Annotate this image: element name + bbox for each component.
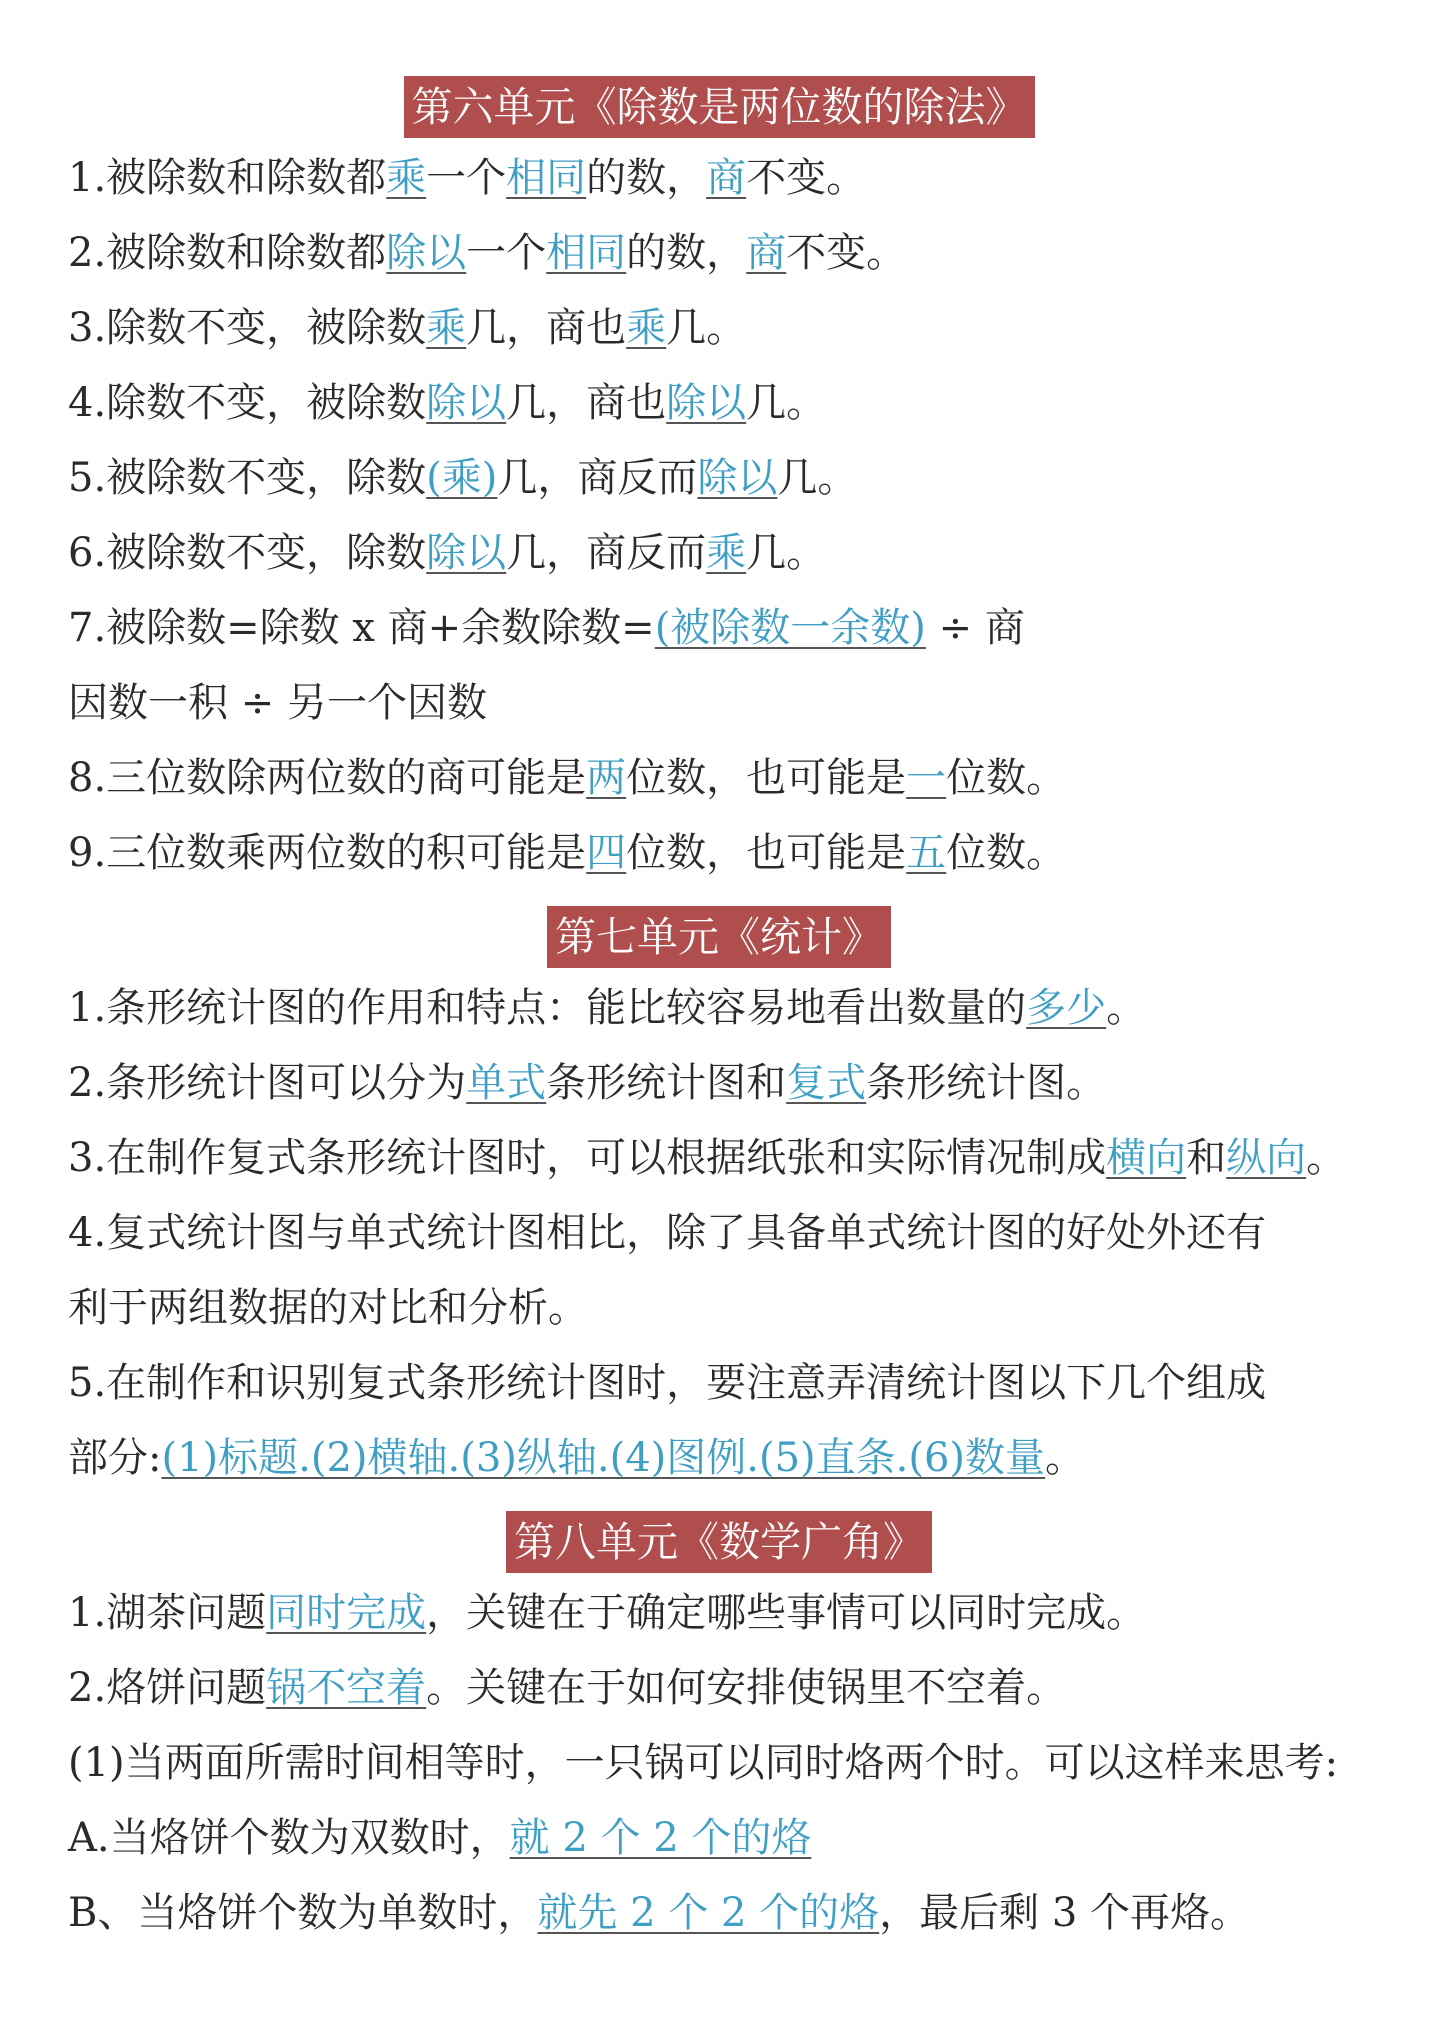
body-text: 4.除数不变，被除数 (68, 380, 427, 426)
answer-text: 纵向 (1226, 1135, 1307, 1181)
answer-text: (1)标题.(2)横轴.(3)纵轴.(4)图例.(5)直条.(6)数量 (161, 1435, 1046, 1481)
text-line (68, 1430, 1085, 1486)
body-text: 几，商反而 (506, 530, 707, 576)
answer-text: 一 (906, 755, 947, 801)
body-text: 几。 (746, 530, 827, 576)
answer-text: 除以 (697, 455, 778, 501)
body-text: 2.被除数和除数都 (68, 230, 387, 276)
text-line (68, 1660, 1066, 1716)
text-line (68, 600, 1025, 656)
text-line (68, 1585, 1146, 1641)
body-text: B、当烙饼个数为单数时， (68, 1890, 538, 1936)
answer-text: 多少 (1026, 985, 1107, 1031)
body-text: 几，商也 (506, 380, 667, 426)
body-text: 8.三位数除两位数的商可能是 (68, 755, 587, 801)
text-line (68, 300, 746, 356)
answer-text: 除以 (426, 530, 507, 576)
answer-text: 乘 (706, 530, 747, 576)
text-line (68, 1055, 1106, 1111)
section-title-unit-8: 第八单元《数学广角》 (506, 1511, 932, 1573)
answer-text: 五 (906, 830, 947, 876)
answer-text: 除以 (666, 380, 747, 426)
body-text: 6.被除数不变，除数 (68, 530, 427, 576)
body-text: 。关键在于如何安排使锅里不空着。 (426, 1665, 1067, 1711)
body-text: 几，商也 (466, 305, 627, 351)
section-header-wrap (0, 76, 1438, 138)
text-line (68, 1355, 1266, 1411)
body-text: 1.被除数和除数都 (68, 155, 387, 201)
text-line (68, 225, 906, 281)
text-line (68, 675, 487, 731)
text-line (68, 825, 1066, 881)
body-text: 2.烙饼问题 (68, 1665, 267, 1711)
body-text: 2.条形统计图可以分为 (68, 1060, 467, 1106)
body-text: 几。 (746, 380, 827, 426)
body-text: 几。 (777, 455, 858, 501)
body-text: 位数。 (946, 755, 1067, 801)
body-text: 条形统计图和 (546, 1060, 787, 1106)
answer-text: 除以 (386, 230, 467, 276)
body-text: 位数。 (946, 830, 1067, 876)
body-text: 3.除数不变，被除数 (68, 305, 427, 351)
body-text: 1.湖茶问题 (68, 1590, 267, 1636)
text-line (68, 750, 1066, 806)
body-text: 。 (1306, 1135, 1347, 1181)
section-header-wrap (0, 906, 1438, 968)
body-text: ，关键在于确定哪些事情可以同时完成。 (426, 1590, 1147, 1636)
answer-text: 乘 (386, 155, 427, 201)
answer-text: 同时完成 (266, 1590, 427, 1636)
section-title-unit-6: 第六单元《除数是两位数的除法》 (404, 76, 1035, 138)
body-text: ，最后剩 3 个再烙。 (879, 1890, 1251, 1936)
section-title-unit-7: 第七单元《统计》 (547, 906, 891, 968)
body-text: ÷ 商 (925, 605, 1025, 651)
text-line (68, 1810, 811, 1866)
answer-text: 单式 (466, 1060, 547, 1106)
text-line (68, 375, 826, 431)
answer-text: 就 2 个 2 个的烙 (509, 1815, 812, 1861)
text-line (68, 525, 826, 581)
body-text: 位数，也可能是 (626, 755, 907, 801)
answer-text: 相同 (506, 155, 587, 201)
body-text: 4.复式统计图与单式统计图相比，除了具备单式统计图的好处外还有 (68, 1210, 1267, 1256)
text-line (68, 1205, 1266, 1261)
body-text: 5.被除数不变，除数 (68, 455, 427, 501)
answer-text: 相同 (546, 230, 627, 276)
body-text: A.当烙饼个数为双数时， (68, 1815, 510, 1861)
body-text: 部分: (68, 1435, 162, 1481)
text-line (68, 150, 866, 206)
answer-text: 乘 (626, 305, 667, 351)
body-text: (1)当两面所需时间相等时，一只锅可以同时烙两个时。可以这样来思考: (68, 1740, 1339, 1786)
body-text: 的数， (586, 155, 707, 201)
body-text: 5.在制作和识别复式条形统计图时，要注意弄清统计图以下几个组成 (68, 1360, 1267, 1406)
body-text: 条形统计图。 (866, 1060, 1107, 1106)
body-text: 因数一积 ÷ 另一个因数 (68, 680, 487, 726)
body-text: 几。 (666, 305, 747, 351)
text-line (68, 1130, 1346, 1186)
body-text: 的数， (626, 230, 747, 276)
answer-text: 四 (586, 830, 627, 876)
body-text: 7.被除数=除数 x 商+余数除数= (68, 605, 655, 651)
answer-text: 横向 (1106, 1135, 1187, 1181)
answer-text: 商 (706, 155, 747, 201)
body-text: 一个 (466, 230, 547, 276)
text-line (68, 1885, 1250, 1941)
text-line (68, 1735, 1338, 1791)
body-text: 不变。 (786, 230, 907, 276)
text-line (68, 450, 857, 506)
answer-text: 两 (586, 755, 627, 801)
answer-text: 就先 2 个 2 个的烙 (537, 1890, 880, 1936)
body-text: 9.三位数乘两位数的积可能是 (68, 830, 587, 876)
body-text: 。 (1045, 1435, 1086, 1481)
body-text: 利于两组数据的对比和分析。 (68, 1285, 588, 1331)
answer-text: 商 (746, 230, 787, 276)
answer-text: (乘) (426, 455, 498, 501)
body-text: 一个 (426, 155, 507, 201)
text-line (68, 980, 1146, 1036)
answer-text: (被除数一余数) (654, 605, 926, 651)
text-line (68, 1280, 588, 1336)
body-text: 位数，也可能是 (626, 830, 907, 876)
section-header-wrap (0, 1511, 1438, 1573)
body-text: 。 (1106, 985, 1147, 1031)
body-text: 3.在制作复式条形统计图时，可以根据纸张和实际情况制成 (68, 1135, 1107, 1181)
answer-text: 乘 (426, 305, 467, 351)
body-text: 1.条形统计图的作用和特点：能比较容易地看出数量的 (68, 985, 1027, 1031)
body-text: 不变。 (746, 155, 867, 201)
answer-text: 除以 (426, 380, 507, 426)
answer-text: 锅不空着 (266, 1665, 427, 1711)
answer-text: 复式 (786, 1060, 867, 1106)
body-text: 几，商反而 (497, 455, 698, 501)
body-text: 和 (1186, 1135, 1227, 1181)
